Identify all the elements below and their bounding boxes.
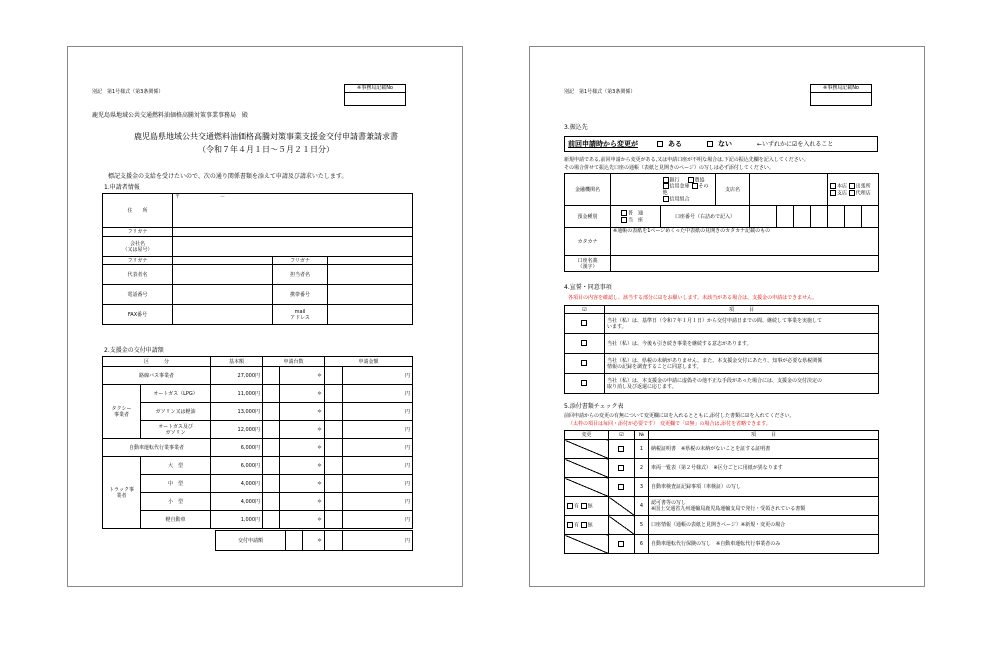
change-question: 前回申請時から変更が — [568, 140, 638, 148]
company-field[interactable] — [173, 237, 413, 257]
check-na — [609, 497, 635, 516]
yen-mark: 円 — [343, 493, 413, 511]
col-base: 基本額 — [211, 357, 263, 367]
change-options[interactable]: 有 無 — [565, 497, 609, 516]
times-mark: ＊ — [280, 439, 325, 457]
kana-field[interactable]: ※通帳の表紙を1ページめくった中表紙の見開きのカタカナ記載のもの — [611, 228, 879, 256]
row-base: 6,000円 — [211, 457, 263, 475]
addressee: 鹿児島県地域公共交通燃料油価格高騰対策事業事務局 殿 — [92, 112, 249, 119]
row-label: 自動車運転代行業事業者 — [103, 439, 211, 457]
col-count: 申請台数 — [263, 357, 325, 367]
attach-col-no: № — [635, 431, 649, 440]
total-table — [215, 530, 413, 551]
rep-furigana-field[interactable] — [173, 257, 273, 265]
opt-shinkin[interactable]: 信用金庫 その他 — [662, 183, 709, 196]
address-field[interactable]: 〒 － — [173, 194, 413, 228]
fax-label: FAX番号 — [103, 305, 173, 325]
pledge-item: 当社（私）は、県税の未納がありません。また、本支援金交付にあたり、知事が必要な県税関係 情報の記録を調査することに同意します。 — [605, 354, 879, 374]
checkbox-icon — [567, 503, 573, 509]
checkbox-icon — [849, 190, 855, 196]
change-na — [565, 535, 609, 554]
checkbox-icon — [663, 183, 669, 189]
furigana-label: フリガナ — [103, 228, 173, 237]
row-label: 中 型 — [141, 475, 211, 493]
pledge-checkbox[interactable] — [565, 374, 605, 394]
count-field[interactable] — [263, 475, 280, 493]
yen-mark: 円 — [343, 403, 413, 421]
attach-no: 4 — [635, 497, 649, 516]
checkbox-icon — [707, 141, 713, 147]
bank-type-options — [661, 174, 716, 206]
count-field[interactable] — [263, 493, 280, 511]
holder-label: 口座名義 （漢字） — [565, 256, 611, 272]
times-mark: ＊ — [280, 457, 325, 475]
attach-no: 5 — [635, 516, 649, 535]
attach-checkbox[interactable] — [609, 478, 635, 497]
attach-item: 車両一覧表（第２号様式） ※区分ごとに用紙が異なります — [649, 459, 879, 478]
person-furigana-field[interactable] — [328, 257, 413, 265]
checkbox-icon — [581, 522, 587, 528]
pledge-checkbox[interactable] — [565, 334, 605, 354]
row-base: 11,000円 — [211, 385, 263, 403]
attach-table — [564, 430, 879, 554]
checkbox-icon — [657, 141, 663, 147]
total-yen-mark: 円 — [343, 531, 413, 551]
office-use-label: ※事務局記載No — [811, 85, 871, 93]
checkbox-icon — [830, 183, 836, 189]
bank-table — [564, 173, 879, 272]
account-digit[interactable] — [828, 206, 845, 228]
pledge-item: 当社（私）は、今後も引き続き事業を継続する意志があります。 — [605, 334, 879, 354]
times-mark: ＊ — [280, 403, 325, 421]
truck-group-label: トラック事 業者 — [103, 457, 141, 529]
branch-label: 支店名 — [716, 174, 750, 206]
yen-mark: 円 — [343, 457, 413, 475]
address-label: 住 所 — [103, 194, 173, 228]
bank-label: 金融機関名 — [565, 174, 611, 206]
row-base: 1,000円 — [211, 511, 263, 529]
row-base: 27,000円 — [211, 367, 263, 385]
row-base: 6,000円 — [211, 439, 263, 457]
count-field[interactable] — [263, 457, 280, 475]
check-na — [609, 516, 635, 535]
rep-furigana-label: フリガナ — [103, 257, 173, 265]
intro-text: 標記支援金の支給を受けたいので、次の通り関係書類を添えて申請及び請求いたします。 — [108, 173, 348, 180]
form-page-2 — [529, 46, 925, 587]
times-mark: ＊ — [280, 367, 325, 385]
checkbox-icon — [567, 522, 573, 528]
section-applicant-heading: 1.申請者情報 — [104, 184, 140, 191]
applicant-table — [102, 193, 413, 325]
branch-field[interactable] — [750, 174, 828, 206]
section-pledge-heading: 4.宣誓・同意事項 — [564, 284, 612, 291]
row-label: 小 型 — [141, 493, 211, 511]
tel-field[interactable] — [173, 285, 273, 305]
pledge-checkbox[interactable] — [565, 314, 605, 334]
kana-label: カタカナ — [565, 228, 611, 256]
row-label: オートガス及び ガソリン — [141, 421, 211, 439]
opt-kumiai[interactable]: 信用組合 — [663, 196, 714, 203]
attach-item: 認可書等の写し ※国土交通省九州運輸局鹿児島運輸支局で発行・受領されている書類 — [649, 497, 879, 516]
times-mark: ＊ — [280, 493, 325, 511]
person-field[interactable] — [328, 265, 413, 285]
office-use-label: ※事務局記載No — [345, 85, 405, 93]
amount-table — [102, 356, 413, 529]
account-digit[interactable] — [794, 206, 811, 228]
checkbox-icon — [581, 503, 587, 509]
count-field[interactable] — [263, 511, 280, 529]
company-furigana-field[interactable] — [173, 228, 413, 237]
row-label: オートガス（LPG） — [141, 385, 211, 403]
attach-item: 自動車検査証記録事項（車検証）の写し — [649, 478, 879, 497]
person-furigana-label: フリガナ — [273, 257, 328, 265]
checkbox-icon — [621, 210, 627, 216]
times-mark: ＊ — [280, 511, 325, 529]
opt-bank[interactable]: 銀行 農協 — [663, 177, 714, 184]
bank-name-field[interactable] — [611, 174, 661, 206]
attach-no: 2 — [635, 459, 649, 478]
col-kubun: 区 分 — [103, 357, 211, 367]
section-amount-heading: 2.支援金の交付申請額 — [104, 347, 164, 354]
count-field[interactable] — [263, 439, 280, 457]
pledge-item: 当社（私）は、本支援金の申請に虚偽その他不正な手段があった場合には、支援金の交付決定の 取り消し及び返還に応じます。 — [605, 374, 879, 394]
change-na — [565, 440, 609, 459]
count-field[interactable] — [263, 385, 280, 403]
attach-note-1: 前回申請からの変更の有無について変更欄に☑を入れるとともに,添付した書類に☑を入れてください。 — [564, 413, 795, 419]
change-na — [565, 459, 609, 478]
holder-field[interactable] — [611, 256, 879, 272]
row-base: 13,000円 — [211, 403, 263, 421]
attach-checkbox[interactable] — [609, 440, 635, 459]
attach-no: 3 — [635, 478, 649, 497]
yen-mark: 円 — [343, 385, 413, 403]
change-options[interactable]: 有 無 — [565, 516, 609, 535]
bank-note-1: 新規申請である,前回申請から変更がある,又は申請口座が不明な場合は,下記の振込先欄を記入してください。 — [564, 157, 809, 163]
attach-item: 口座情報（通帳の表紙と見開きページ）※新規・変更の場合 — [649, 516, 879, 535]
account-digit[interactable] — [862, 206, 879, 228]
change-note: ←いずれかに☑を入れること — [757, 141, 834, 148]
branch-type-options — [828, 174, 879, 206]
checkbox-icon — [581, 340, 587, 346]
row-base: 12,000円 — [211, 421, 263, 439]
attach-col-change: 変更 — [565, 431, 609, 440]
attach-col-item: 項 目 — [649, 431, 879, 440]
yen-mark: 円 — [343, 511, 413, 529]
account-number-label: 口座番号（右詰めで記入） — [661, 206, 750, 228]
attach-no: 1 — [635, 440, 649, 459]
mail-label: mail アドレス — [273, 305, 328, 325]
rep-field[interactable] — [173, 265, 273, 285]
change-na — [565, 478, 609, 497]
pledge-note: 各項目の内容を確認し、該当する部分に☑をお願いします。未該当がある場合は、支援金の申請はできません。 — [568, 295, 818, 301]
checkbox-icon — [618, 541, 624, 547]
bank-note-2: その場合併せて振込先口座の通帳（表紙と見開きのページ）の写しは必ず添付してください。 — [564, 165, 774, 171]
account-digit[interactable] — [750, 206, 777, 228]
checkbox-icon — [830, 190, 836, 196]
checkbox-icon — [618, 465, 624, 471]
form-period: （令和７年４月１日～５月２１日分） — [198, 145, 334, 154]
checkbox-icon — [688, 177, 694, 183]
yen-mark: 円 — [343, 367, 413, 385]
form-page-1 — [67, 46, 463, 587]
pledge-col-check: ☑ — [565, 306, 605, 314]
account-digit[interactable] — [811, 206, 828, 228]
row-label: 軽自動車 — [141, 511, 211, 529]
total-label: 交付申請額 — [216, 531, 286, 551]
person-label: 担当者名 — [273, 265, 328, 285]
account-digit[interactable] — [845, 206, 862, 228]
form-title: 鹿児島県地域公共交通燃料油価格高騰対策事業支援金交付申請書兼請求書 — [134, 132, 398, 141]
deposit-type-options — [611, 206, 661, 228]
tel-label: 電話番号 — [103, 285, 173, 305]
section-attach-heading: 5.添付書類チェック表 — [564, 403, 624, 410]
times-mark: ＊ — [303, 531, 325, 551]
taxi-group-label: タクシー 事業者 — [103, 385, 141, 439]
attach-item: 納税証明書 ※県税の未納がないことを証する証明書 — [649, 440, 879, 459]
form-label: 別記 第1号様式（第3条関係） — [564, 89, 636, 95]
row-label: 大 型 — [141, 457, 211, 475]
checkbox-icon — [581, 380, 587, 386]
row-base: 4,000円 — [211, 475, 263, 493]
checkbox-icon — [663, 196, 669, 202]
yen-mark: 円 — [343, 421, 413, 439]
attach-checkbox[interactable] — [609, 535, 635, 554]
opt-honten[interactable]: 本店 出張所 — [830, 183, 876, 190]
checkbox-icon — [581, 320, 587, 326]
attach-note-2: （太枠の項目は毎回・添付が必要です） 変更欄で「☑無」の場合は,添付を省略できます。 — [568, 421, 771, 427]
times-mark: ＊ — [280, 475, 325, 493]
row-label: 路線バス事業者 — [103, 367, 211, 385]
times-mark: ＊ — [280, 421, 325, 439]
count-field[interactable] — [263, 367, 280, 385]
change-question-box — [564, 136, 878, 152]
form-label: 別記 第1号様式（第3条関係） — [92, 89, 164, 95]
pledge-table — [564, 305, 879, 394]
attach-no: 6 — [635, 535, 649, 554]
attach-col-check: ☑ — [609, 431, 635, 440]
mobile-label: 携帯番号 — [273, 285, 328, 305]
count-field[interactable] — [263, 421, 280, 439]
checkbox-icon — [692, 183, 698, 189]
rep-label: 代表者名 — [103, 265, 173, 285]
pledge-col-item: 項 目 — [605, 306, 879, 314]
fax-field[interactable] — [173, 305, 273, 325]
mobile-field[interactable] — [328, 285, 413, 305]
row-label: ガソリン又は軽油 — [141, 403, 211, 421]
row-base: 4,000円 — [211, 493, 263, 511]
col-amount: 申請金額 — [325, 357, 413, 367]
account-digit[interactable] — [777, 206, 794, 228]
office-use-box — [810, 84, 872, 106]
checkbox-icon — [618, 484, 624, 490]
checkbox-icon — [663, 177, 669, 183]
yen-mark: 円 — [343, 475, 413, 493]
office-use-box — [344, 84, 406, 106]
checkbox-icon — [621, 217, 627, 223]
count-field[interactable] — [263, 403, 280, 421]
pledge-checkbox[interactable] — [565, 354, 605, 374]
total-count-field[interactable] — [286, 531, 303, 551]
checkbox-icon — [618, 446, 624, 452]
mail-field[interactable] — [328, 305, 413, 325]
checkbox-icon — [849, 183, 855, 189]
opt-shiten[interactable]: 支店 代理店 — [830, 190, 876, 197]
company-label: 会社名 （又は屋号） — [103, 237, 173, 257]
times-mark: ＊ — [280, 385, 325, 403]
opt-futsu[interactable]: 普 通 — [613, 210, 658, 217]
pledge-item: 当社（私）は、基準日（令和７年１月１日）から交付申請日までの間、継続して事業を実施して います。 — [605, 314, 879, 334]
deposit-type-label: 預金種別 — [565, 206, 611, 228]
attach-item: 自動車運転代行保険の写し ※自動車運転代行事業者のみ — [649, 535, 879, 554]
attach-checkbox[interactable] — [609, 459, 635, 478]
section-bank-heading: 3.振込先 — [564, 124, 588, 131]
checkbox-icon — [581, 360, 587, 366]
opt-toza[interactable]: 当 座 — [613, 217, 658, 224]
opt-no[interactable]: ない — [707, 140, 732, 148]
opt-yes[interactable]: ある — [657, 140, 682, 148]
yen-mark: 円 — [343, 439, 413, 457]
